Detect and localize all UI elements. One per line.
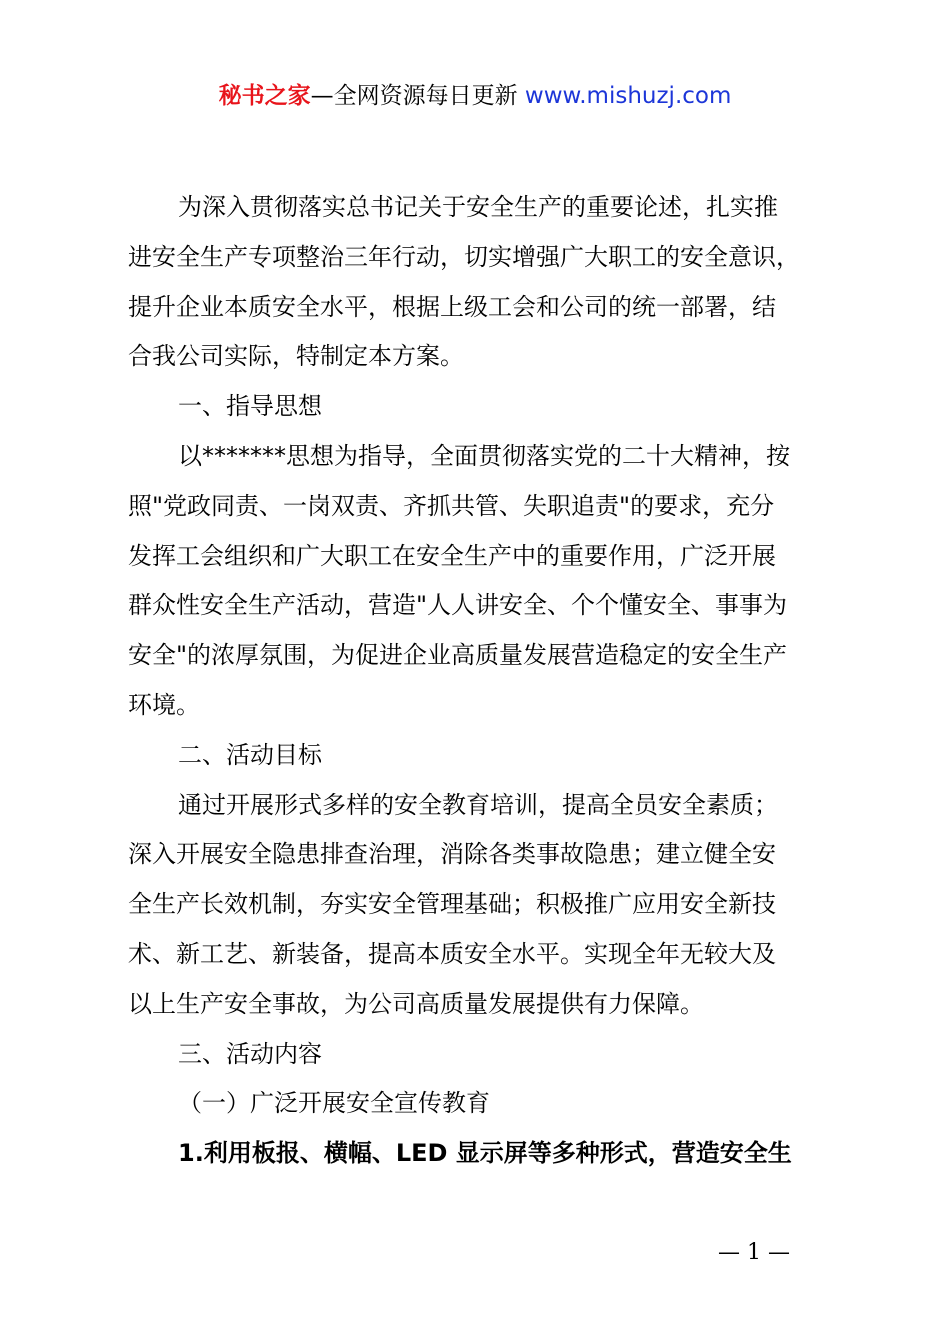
text-line: 发挥工会组织和广大职工在安全生产中的重要作用，广泛开展 xyxy=(128,541,776,570)
text-line: 安全"的浓厚氛围，为促进企业高质量发展营造稳定的安全生产 xyxy=(128,641,788,670)
text-line: 以上生产安全事故，为公司高质量发展提供有力保障。 xyxy=(128,989,704,1018)
text-line: 提升企业本质安全水平，根据上级工会和公司的统一部署，结 xyxy=(128,292,776,321)
document-body xyxy=(128,183,835,1179)
text-line: 以*******思想为指导，全面贯彻落实党的二十大精神，按 xyxy=(178,441,790,470)
site-header xyxy=(0,80,950,112)
section-heading-guiding-ideology: 一、指导思想 xyxy=(178,392,322,421)
guiding-ideology-paragraph xyxy=(128,432,835,731)
text-line: 环境。 xyxy=(128,690,200,719)
activity-goals-paragraph xyxy=(128,781,835,1030)
intro-paragraph xyxy=(128,183,835,382)
text-line: 为深入贯彻落实总书记关于安全生产的重要论述，扎实推 xyxy=(178,193,778,221)
item-1-text: 1.利用板报、横幅、LED 显示屏等多种形式，营造安全生 xyxy=(178,1139,792,1168)
page-number: — 1 — xyxy=(718,1240,790,1265)
text-line: 进安全生产专项整治三年行动，切实增强广大职工的安全意识， xyxy=(128,242,800,271)
brand-name: 秘书之家 xyxy=(218,83,311,109)
text-line: 术、新工艺、新装备，提高本质安全水平。实现全年无较大及 xyxy=(128,939,776,968)
subsection-heading-safety-education: （一）广泛开展安全宣传教育 xyxy=(178,1089,490,1118)
text-line: 群众性安全生产活动，营造"人人讲安全、个个懂安全、事事为 xyxy=(128,591,788,620)
section-heading-activity-goals: 二、活动目标 xyxy=(178,740,322,769)
text-line: 全生产长效机制，夯实安全管理基础；积极推广应用安全新技 xyxy=(128,890,776,919)
text-line: 通过开展形式多样的安全教育培训，提高全员安全素质； xyxy=(178,790,778,819)
site-url-link[interactable]: www.mishuzj.com xyxy=(524,83,732,109)
text-line: 照"党政同责、一岗双责、齐抓共管、失职追责"的要求，充分 xyxy=(128,491,775,520)
header-tagline: —全网资源每日更新 xyxy=(310,83,518,109)
text-line: 合我公司实际，特制定本方案。 xyxy=(128,342,464,371)
text-line: 深入开展安全隐患排查治理，消除各类事故隐患；建立健全安 xyxy=(128,840,776,869)
section-heading-activity-content: 三、活动内容 xyxy=(178,1039,322,1068)
